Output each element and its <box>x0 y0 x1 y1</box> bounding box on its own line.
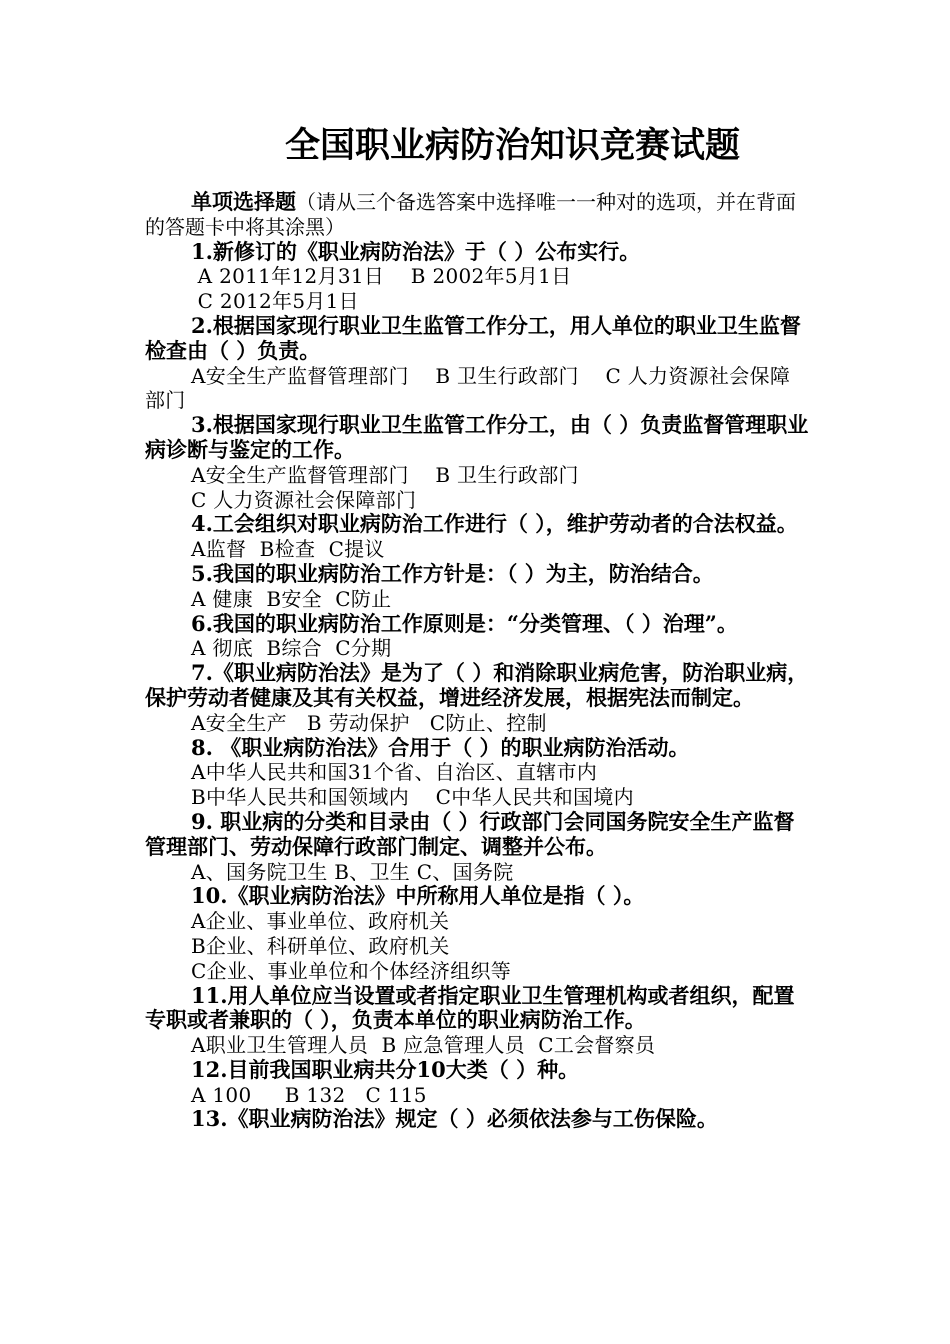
question-text: 8. 《职业病防治法》合用于（ ）的职业病防治活动。 <box>191 734 690 760</box>
intro-label: 单项选择题 <box>191 189 296 214</box>
option-line: A安全生产监督管理部门 B 卫生行政部门 C 人力资源社会保障部门 <box>145 363 791 413</box>
question-text: 1.新修订的《职业病防治法》于（ ）公布实行。 <box>191 238 641 264</box>
intro-note: （请从三个备选答案中选择唯一一种对的选项，并在背面的答题卡中将其涂黑） <box>145 190 796 239</box>
option-line: A 2011年12月31日 B 2002年5月1日 <box>191 264 572 289</box>
option-line: A中华人民共和国31个省、自治区、直辖市内 <box>191 760 598 785</box>
option-line: C 人力资源社会保障部门 <box>191 487 417 512</box>
option-line: A、国务院卫生 B、卫生 C、国务院 <box>191 859 514 884</box>
question-text: 7.《职业病防治法》是为了（ ）和消除职业病危害，防治职业病，保护劳动者健康及其有关权益，增进经济发展，根据宪法而制定。 <box>145 660 809 710</box>
question-list <box>145 240 810 1133</box>
question-text: 3.根据国家现行职业卫生监管工作分工，由（ ）负责监督管理职业病诊断与鉴定的工作。 <box>145 412 809 462</box>
option-line: A 彻底 B综合 C分期 <box>191 636 392 661</box>
option-line: A职业卫生管理人员 B 应急管理人员 C工会督察员 <box>191 1033 656 1058</box>
document-page <box>145 118 810 1132</box>
option-line: C企业、事业单位和个体经济组织等 <box>191 958 512 983</box>
question-text: 2.根据国家现行职业卫生监管工作分工，用人单位的职业卫生监督检查由（ ）负责。 <box>145 312 801 363</box>
question-text: 10.《职业病防治法》中所称用人单位是指（ ）。 <box>191 883 645 909</box>
option-line: A安全生产监督管理部门 B 卫生行政部门 <box>191 462 579 487</box>
option-line: A 健康 B安全 C防止 <box>191 586 392 611</box>
option-line: A安全生产 B 劳动保护 C防止、控制 <box>191 710 547 735</box>
question-text: 9. 职业病的分类和目录由（ ）行政部门会同国务院安全生产监督管理部门、劳动保障行政部门制定、调整并公布。 <box>145 808 795 859</box>
option-line: C 2012年5月1日 <box>191 289 359 314</box>
option-line: B中华人民共和国领域内 C中华人民共和国境内 <box>191 785 634 810</box>
option-line: A 100 B 132 C 115 <box>191 1082 427 1107</box>
option-line: A企业、事业单位、政府机关 <box>191 909 450 934</box>
question-text: 4.工会组织对职业病防治工作进行（ ），维护劳动者的合法权益。 <box>191 511 798 537</box>
option-line: A监督 B检查 C提议 <box>191 537 385 562</box>
intro-paragraph <box>145 190 810 240</box>
question-text: 13.《职业病防治法》规定（ ）必须依法参与工伤保险。 <box>191 1106 718 1132</box>
question-text: 5.我国的职业病防治工作方针是：（ ）为主，防治结合。 <box>191 560 714 586</box>
question-text: 12.目前我国职业病共分10大类（ ）种。 <box>191 1056 580 1082</box>
option-line: B企业、科研单位、政府机关 <box>191 933 450 958</box>
question-text: 11.用人单位应当设置或者指定职业卫生管理机构或者组织，配置专职或者兼职的（ ），负责本单位的职业病防治工作。 <box>145 982 795 1033</box>
question-text: 6.我国的职业病防治工作原则是：“分类管理、（ ）治理”。 <box>191 610 738 636</box>
document-title: 全国职业病防治知识竞赛试题 <box>284 126 740 166</box>
